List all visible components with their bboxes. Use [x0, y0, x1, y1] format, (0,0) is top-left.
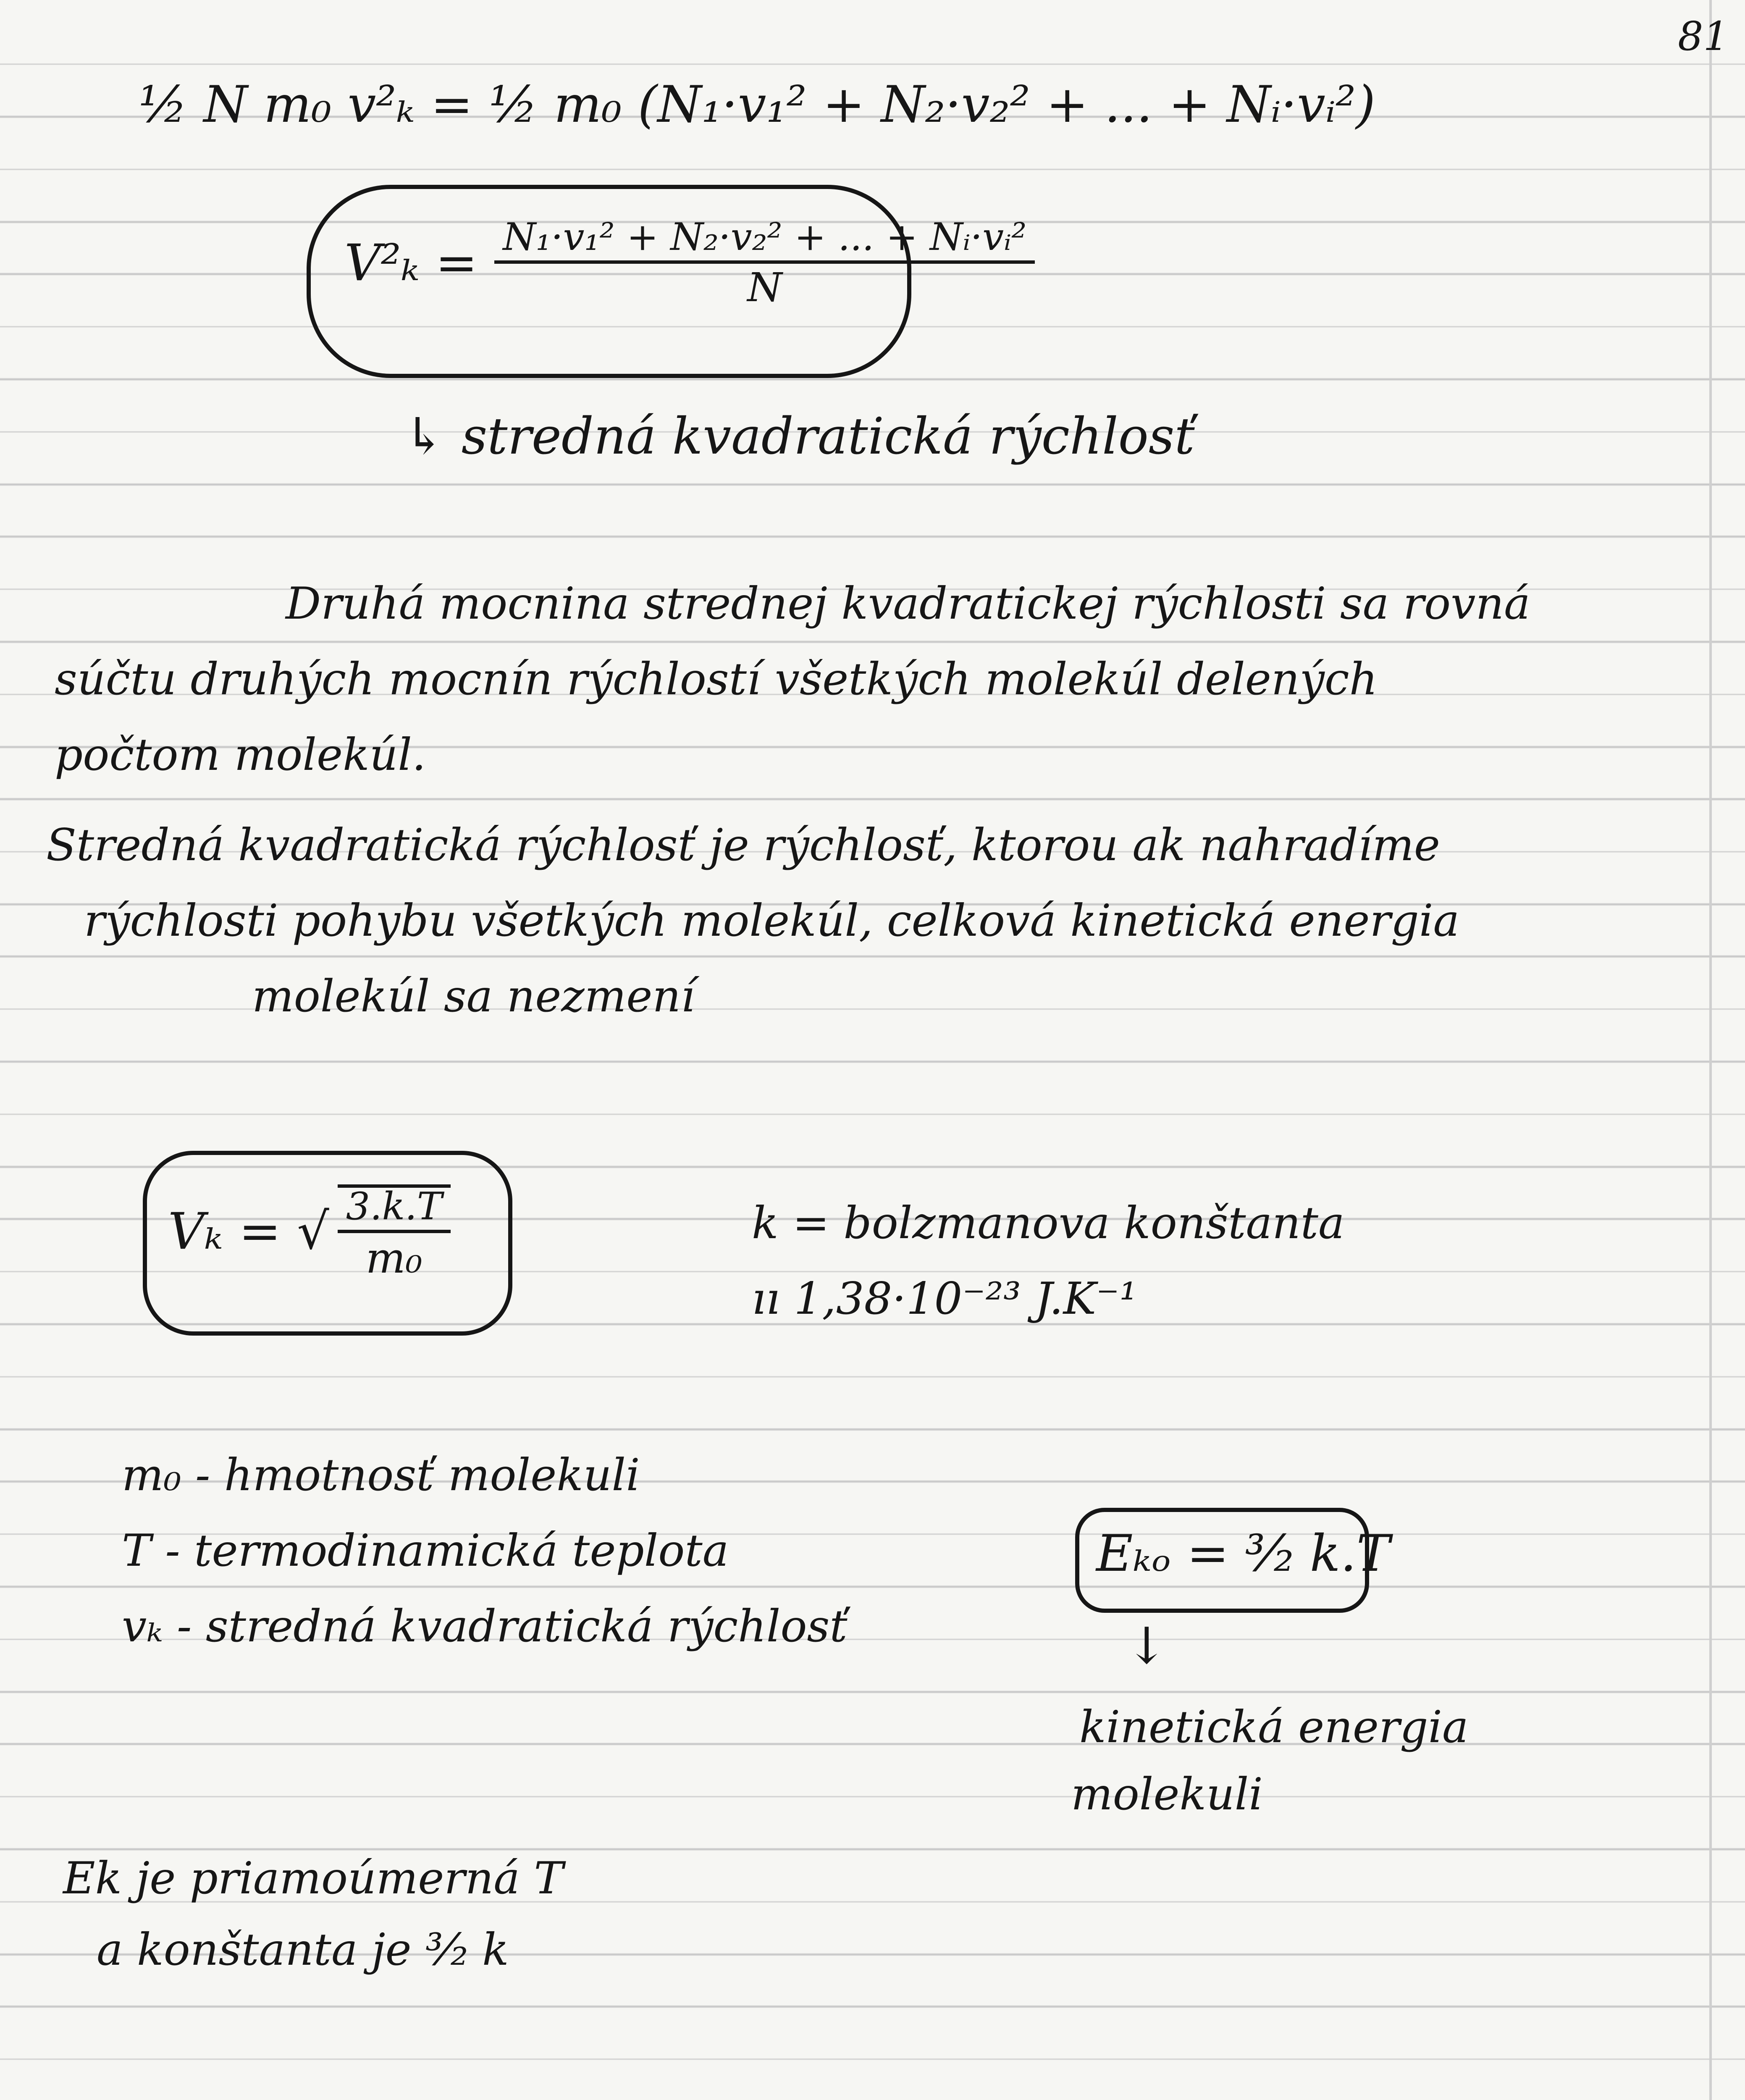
boltzmann-definition: k = bolzmanova konštanta — [752, 1197, 1345, 1249]
vk-fraction — [338, 1184, 451, 1283]
vk-numerator: 3.k.T — [338, 1188, 451, 1233]
energy-sum-equation: ½ N m₀ v²ₖ = ½ m₀ (N₁·v₁² + N₂·v₂² + ... + Nᵢ·vᵢ²) — [139, 76, 1376, 134]
vk-squared-numerator: N₁·v₁² + N₂·v₂² + ... + Nᵢ·vᵢ² — [494, 218, 1035, 264]
vk-lhs: Vₖ = √ — [168, 1202, 329, 1261]
paragraph-2-line-2: rýchlosti pohybu všetkých molekúl, celková kinetická energia — [84, 895, 1460, 946]
boltzmann-value: ıı 1,38·10⁻²³ J.K⁻¹ — [752, 1273, 1137, 1324]
ek-arrow: ↓ — [1126, 1617, 1168, 1675]
vk-denominator: m₀ — [365, 1234, 422, 1283]
legend-vk: vₖ - stredná kvadratická rýchlosť — [122, 1601, 848, 1652]
proportional-line-1: Ek je priamoúmerná T — [63, 1853, 564, 1904]
vk-squared-caption: ↳ stredná kvadratická rýchlosť — [403, 407, 1195, 466]
paragraph-1-line-3: počtom molekúl. — [55, 729, 426, 780]
legend-T: T - termodinamická teplota — [122, 1525, 729, 1576]
ek-label-line-2: molekuli — [1071, 1769, 1263, 1820]
margin-line — [1709, 0, 1712, 2100]
paragraph-1-line-1: Druhá mocnina strednej kvadratickej rýchlosti sa rovná — [286, 578, 1530, 629]
ek-formula: Eₖₒ = ³⁄₂ k.T — [1096, 1525, 1390, 1583]
vk-squared-formula — [344, 215, 1035, 311]
vk-squared-denominator: N — [747, 265, 782, 311]
page-number: 81 — [1678, 13, 1729, 60]
paragraph-2-line-1: Stredná kvadratická rýchlosť je rýchlosť, ktorou ak nahradíme — [46, 819, 1441, 871]
vk-squared-fraction — [494, 215, 1035, 311]
paragraph-1-line-2: súčtu druhých mocnín rýchlostí všetkých molekúl delených — [55, 654, 1378, 705]
paragraph-2-line-3: molekúl sa nezmení — [252, 971, 695, 1022]
proportional-line-2: a konštanta je ³⁄₂ k — [97, 1924, 509, 1975]
vk-squared-lhs: V²ₖ = — [344, 234, 478, 292]
ek-label-line-1: kinetická energia — [1079, 1701, 1469, 1753]
vk-formula — [168, 1184, 451, 1283]
legend-m0: m₀ - hmotnosť molekuli — [122, 1449, 640, 1501]
